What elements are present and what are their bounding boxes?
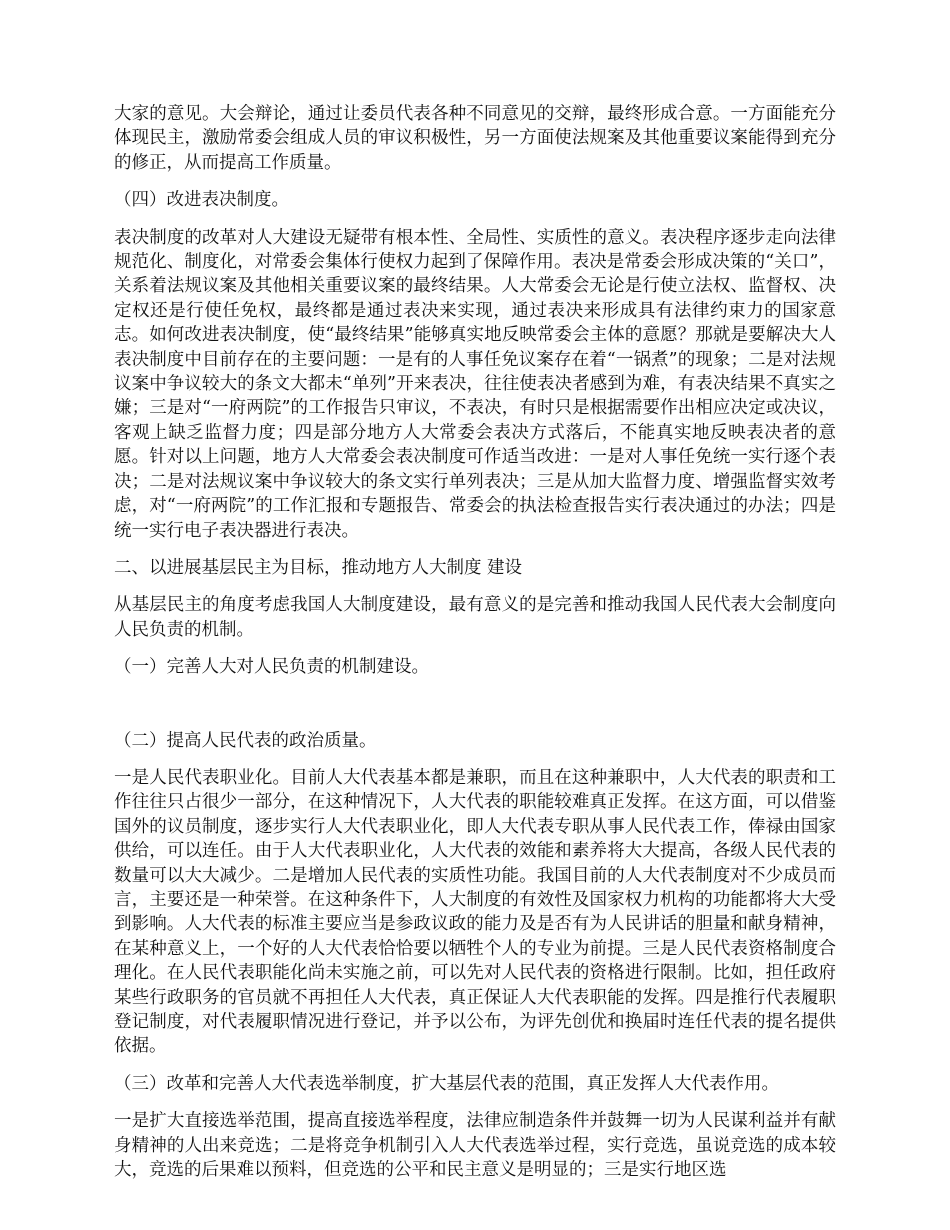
paragraph-representative-quality: 一是人民代表职业化。目前人大代表基本都是兼职，而且在这种兼职中，人大代表的职责和工作往往只占很少一部分，在这种情况下，人大代表的职能较难真正发挥。在这方面，可以借鉴国外的议员制度，逐步实行人大代表职业化，即人大代表专职从事人民代表工作，俸禄由国家供给，可以连任。由于人大代表职业化，人大代表的效能和素养将大大提高，各级人民代表的数量可以大大减少。二是增加人民代表的实质性功能。我国目前的人大代表制度对不少成员而言，主要还是一种荣誉。在这种条件下，人大制度的有效性及国家权力机构的功能都将大大受到影响。人大代表的标准主要应当是参政议政的能力及是否有为人民讲话的胆量和献身精神，在某种意义上，一个好的人大代表恰恰要以牺牲个人的专业为前提。三是人民代表资格制度合理化。在人民代表职能化尚未实施之前，可以先对人民代表的资格进行限制。比如，担任政府某些行政职务的官员就不再担任人大代表，真正保证人大代表职能的发挥。四是推行代表履职登记制度，对代表履职情况进行登记，并予以公布，为评先创优和换届时连任代表的提名提供依据。 xyxy=(114,767,836,1057)
paragraph-continuation: 大家的意见。大会辩论，通过让委员代表各种不同意见的交辩，最终形成合意。一方面能充分体现民主，激励常委会组成人员的审议积极性，另一方面使法规案及其他重要议案能得到充分的修正，从而提高工作质量。 xyxy=(114,104,836,173)
section-heading-4: （四）改进表决制度。 xyxy=(114,190,289,211)
document-page xyxy=(114,102,836,1195)
blank-gap xyxy=(114,693,836,729)
paragraph-grassroots-democracy: 从基层民主的角度考虑我国人大制度建设，最有意义的是完善和推动我国人民代表大会制度向人民负责的机制。 xyxy=(114,595,836,640)
paragraph-election-reform: 一是扩大直接选举范围，提高直接选举程度，法律应制造条件并鼓舞一切为人民谋利益并有献身精神的人出来竞选；二是将竞争机制引入人大代表选举过程，实行竞选，虽说竞选的成本较大，竞选的后果难以预料，但竞选的公平和民主意义是明显的；三是实行地区选 xyxy=(114,1111,836,1181)
section-heading-2: （二）提高人民代表的政治质量。 xyxy=(114,730,377,751)
section-heading-3: （三）改革和完善人大代表选举制度，扩大基层代表的范围，真正发挥人大代表作用。 xyxy=(114,1073,779,1094)
paragraph-voting-system: 表决制度的改革对人大建设无疑带有根本性、全局性、实质性的意义。表决程序逐步走向法律规范化、制度化，对常委会集体行使权力起到了保障作用。表决是常委会形成决策的“关口”，关系着法规议案及其他相关重要议案的最终结果。人大常委会无论是行使立法权、监督权、决定权还是行使任免权，最终都是通过表决来实现，通过表决来形成具有法律约束力的国家意志。如何改进表决制度，使“最终结果”能够真实地反映常委会主体的意愿？那就是要解决大人表决制度中目前存在的主要问题：一是有的人事任免议案存在着“一锅煮”的现象；二是对法规议案中争议较大的条文大都未“单列”开来表决，往往使表决者感到为难，有表决结果不真实之嫌；三是对“一府两院”的工作报告只审议，不表决，有时只是根据需要作出相应决定或决议，客观上缺乏监督力度；四是部分地方人大常委会表决方式落后，不能真实地反映表决者的意愿。针对以上问题，地方人大常委会表决制度可作适当改进：一是对人事任免统一实行逐个表决；二是对法规议案中争议较大的条文实行单列表决；三是从加大监督力度、增强监督实效考虑，对“一府两院”的工作汇报和专题报告、常委会的执法检查报告实行表决通过的办法；四是统一实行电子表决器进行表决。 xyxy=(114,227,836,541)
section-heading-1: （一）完善人大对人民负责的机制建设。 xyxy=(114,657,429,678)
chapter-heading-2: 二、以进展基层民主为目标，推动地方人大制度 建设 xyxy=(114,557,523,578)
